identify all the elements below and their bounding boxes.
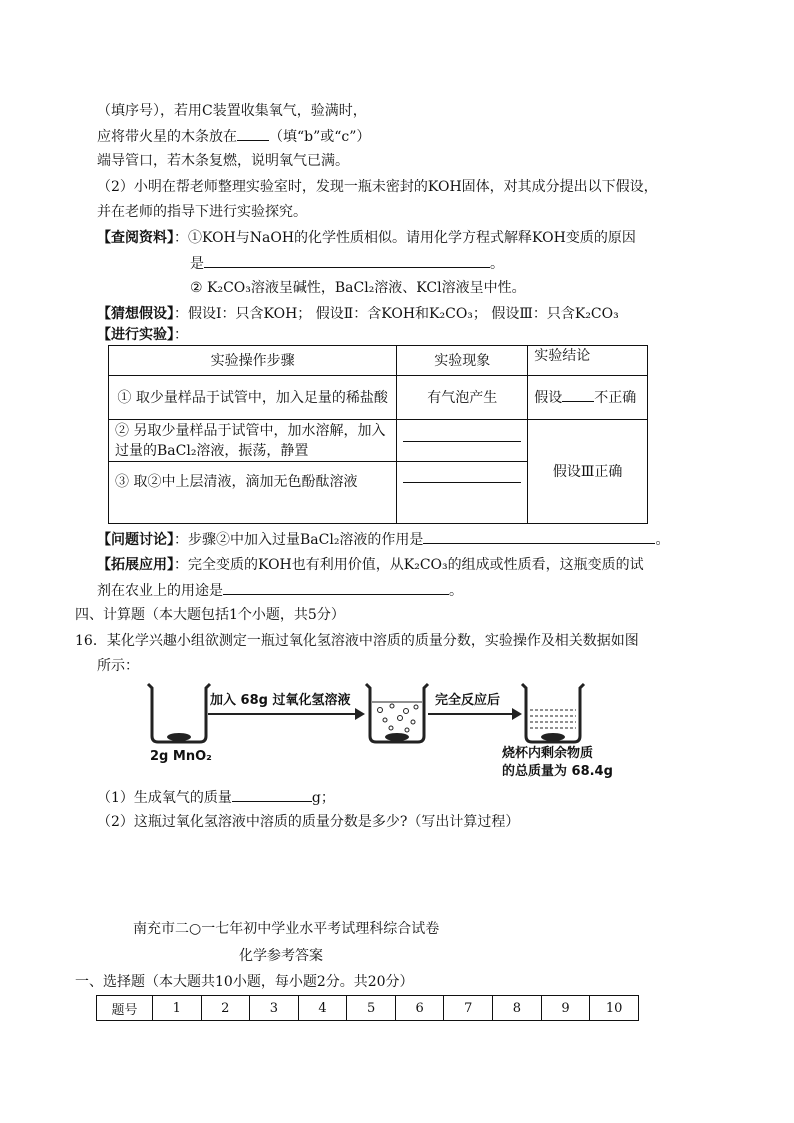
discussion-line bbox=[97, 529, 669, 550]
intro-line-3: 端导管口，若木条复燃，说明氧气已满。 bbox=[97, 153, 349, 169]
row1-step: ① 取少量样品于试管中，加入足量的稀盐酸 bbox=[109, 376, 397, 420]
row3-step: ③ 取②中上层清液，滴加无色酚酞溶液 bbox=[109, 462, 397, 524]
hypothesis-line bbox=[97, 304, 619, 324]
info-text-2: 是 bbox=[190, 256, 204, 272]
arrow-1-icon bbox=[208, 708, 365, 720]
header-conclusion: 实验结论 bbox=[528, 346, 648, 376]
experiment-colon: ： bbox=[174, 327, 188, 343]
beaker-2-icon bbox=[366, 684, 428, 742]
intro-line-2-text: 应将带火星的木条放在 bbox=[97, 129, 237, 145]
figure-label-left: 2g MnO₂ bbox=[150, 749, 212, 764]
discussion-label: 【问题讨论】 bbox=[97, 532, 174, 548]
hypothesis-blank bbox=[562, 387, 594, 402]
row3-phenomenon bbox=[397, 462, 528, 524]
equation-blank bbox=[204, 253, 490, 268]
experiment-label: 【进行实验】 bbox=[97, 327, 174, 343]
discussion-end: 。 bbox=[655, 532, 670, 548]
arrow-2-icon bbox=[428, 708, 522, 720]
answer-col-8: 8 bbox=[493, 996, 542, 1021]
blank-field bbox=[237, 126, 269, 141]
q16-line-2: 所示： bbox=[97, 658, 139, 674]
row2-step: ② 另取少量样品于试管中，加水溶解，加入过量的BaCl₂溶液，振荡，静置 bbox=[109, 420, 397, 462]
beaker-3-icon bbox=[522, 684, 584, 742]
q16-sub-1-unit: g； bbox=[311, 790, 335, 806]
info-line-1 bbox=[97, 228, 636, 248]
result-line-2: 的总质量为 68.4g bbox=[502, 764, 613, 779]
info-line-2 bbox=[190, 253, 504, 274]
application-text-2: 剂在农业上的用途是 bbox=[97, 583, 223, 599]
info-line-3: ② K₂CO₃溶液呈碱性，BaCl₂溶液、KCl溶液呈中性。 bbox=[190, 280, 526, 296]
q16-sub-1-text: （1）生成氧气的质量 bbox=[97, 790, 232, 806]
conclusion-23: 假设Ⅲ正确 bbox=[528, 420, 648, 524]
discussion-blank bbox=[423, 529, 655, 544]
answer-col-6: 6 bbox=[395, 996, 444, 1021]
row1-conclusion-a: 假设 bbox=[534, 390, 563, 406]
answer-col-3: 3 bbox=[250, 996, 299, 1021]
application-blank bbox=[223, 580, 449, 595]
application-text-1: ：完全变质的KOH也有利用价值，从K₂CO₃的组成或性质看，这瓶变质的试 bbox=[174, 557, 644, 573]
row2-phenomenon bbox=[397, 420, 528, 462]
q16-line-1: 16．某化学兴趣小组欲测定一瓶过氧化氢溶液中溶质的质量分数，实验操作及相关数据如图 bbox=[75, 633, 639, 649]
info-text-2-end: 。 bbox=[490, 256, 504, 272]
answer-col-9: 9 bbox=[541, 996, 590, 1021]
arrow-1-label: 加入 68g 过氧化氢溶液 bbox=[210, 693, 351, 708]
row1-conclusion-b: 不正确 bbox=[594, 390, 637, 406]
answer-table bbox=[96, 995, 639, 1021]
beaker-1-icon bbox=[148, 684, 210, 742]
answer-title-line-1: 南充市二○一七年初中学业水平考试理科综合试卷 bbox=[133, 921, 440, 937]
info-text-1: ：①KOH与NaOH的化学性质相似。请用化学方程式解释KOH变质的原因 bbox=[174, 230, 636, 246]
row2-blank-line bbox=[403, 440, 521, 442]
answer-col-5: 5 bbox=[347, 996, 396, 1021]
answer-col-1: 1 bbox=[152, 996, 201, 1021]
answer-title-line-2: 化学参考答案 bbox=[239, 948, 323, 964]
experiment-table bbox=[108, 345, 648, 524]
intro-line-2-hint: （填“b”或“c”） bbox=[269, 129, 371, 145]
application-line-2 bbox=[97, 580, 463, 601]
answer-header: 题号 bbox=[97, 996, 153, 1021]
intro-line-1: （填序号），若用C装置收集氧气，验满时， bbox=[97, 103, 367, 119]
arrow-2-label: 完全反应后 bbox=[435, 693, 501, 708]
discussion-text: ：步骤②中加入过量BaCl₂溶液的作用是 bbox=[174, 532, 424, 548]
q16-sub-1 bbox=[97, 787, 335, 808]
answer-col-7: 7 bbox=[444, 996, 493, 1021]
q16-sub-2: （2）这瓶过氧化氢溶液中溶质的质量分数是多少?（写出计算过程） bbox=[97, 814, 520, 830]
row1-phenomenon: 有气泡产生 bbox=[397, 376, 528, 420]
info-label: 【查阅资料】 bbox=[97, 230, 174, 246]
answer-col-2: 2 bbox=[201, 996, 250, 1021]
q2-line-2: 并在老师的指导下进行实验探究。 bbox=[97, 204, 307, 220]
experiment-heading bbox=[97, 325, 188, 345]
row1-conclusion bbox=[528, 376, 648, 420]
result-line-1: 烧杯内剩余物质 bbox=[502, 746, 594, 761]
header-step: 实验操作步骤 bbox=[109, 346, 397, 376]
oxygen-mass-blank bbox=[232, 787, 312, 802]
header-phenomenon: 实验现象 bbox=[397, 346, 528, 376]
hypothesis-text: ：假设Ⅰ：只含KOH； 假设Ⅱ：含KOH和K₂CO₃； 假设Ⅲ：只含K₂CO₃ bbox=[174, 306, 619, 322]
answer-col-10: 10 bbox=[590, 996, 639, 1021]
application-end: 。 bbox=[449, 583, 463, 599]
row3-blank-line bbox=[403, 481, 521, 483]
q2-line-1: （2）小明在帮老师整理实验室时，发现一瓶未密封的KOH固体，对其成分提出以下假设， bbox=[97, 179, 658, 195]
section1-title: 一、选择题（本大题共10小题，每小题2分。共20分） bbox=[75, 974, 414, 990]
answer-col-4: 4 bbox=[298, 996, 347, 1021]
section4-title: 四、计算题（本大题包括1个小题，共5分） bbox=[75, 607, 345, 623]
application-line-1 bbox=[97, 555, 644, 575]
intro-line-2 bbox=[97, 126, 370, 147]
hypothesis-label: 【猜想假设】 bbox=[97, 306, 174, 322]
application-label: 【拓展应用】 bbox=[97, 557, 174, 573]
reaction-figure bbox=[130, 676, 650, 786]
